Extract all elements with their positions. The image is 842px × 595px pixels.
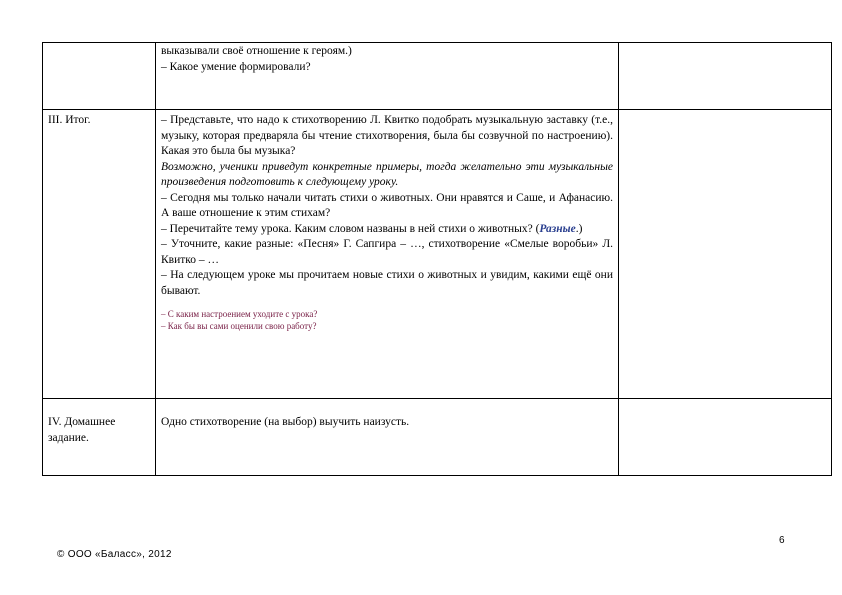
content-cell [156, 110, 619, 399]
content-text: – Перечитайте тему урока. Каким словом названы в ней стихи о животных? [161, 222, 533, 235]
table-row [43, 43, 832, 110]
table-row [43, 110, 832, 399]
teacher-note: Возможно, ученики приведут конкретные примеры, тогда желательно эти музыкальные произведения подготовить к следующему уроку. [161, 160, 613, 188]
content-cell [156, 43, 619, 110]
content-paragraph: – Представьте, что надо к стихотворению Л. Квитко подобрать музыкальную заставку (т.е., музыку, которая предваряла бы чтение стихотворения, была бы созвучной по настроению). Какая это была бы музыка? [161, 114, 613, 157]
notes-cell [619, 43, 832, 110]
stage-cell [43, 43, 156, 110]
lesson-plan-table [42, 42, 832, 476]
stage-cell: IV. Домашнее задание. [43, 399, 156, 476]
notes-cell [619, 110, 832, 399]
reflection-question: – Как бы вы сами оценили свою работу? [161, 321, 317, 331]
copyright-footer: © ООО «Баласс», 2012 [57, 549, 172, 560]
notes-cell [619, 399, 832, 476]
content-line: выказывали своё отношение к героям.) [161, 45, 352, 57]
content-paragraph: – Сегодня мы только начали читать стихи о животных. Они нравятся и Саше, и Афанасию. А ваше отношение к этим стихам? [161, 191, 613, 219]
content-paragraph: – На следующем уроке мы прочитаем новые стихи о животных и увидим, какими ещё они бывают. [161, 269, 613, 297]
content-paragraph [161, 222, 613, 238]
reflection-question: – С каким настроением уходите с урока? [161, 309, 318, 319]
content-text: .) [575, 222, 583, 235]
stage-cell: III. Итог. [43, 110, 156, 399]
content-text: ( [535, 222, 540, 235]
content-cell: Одно стихотворение (на выбор) выучить наизусть. [156, 399, 619, 476]
answer-highlight: Разные [539, 222, 576, 235]
page-number: 6 [779, 535, 785, 546]
content-paragraph: – Уточните, какие разные: «Песня» Г. Сапгира – …, стихотворение «Смелые воробьи» Л. Квитко – … [161, 238, 613, 266]
content-line: – Какое умение формировали? [161, 60, 311, 73]
table-row [43, 399, 832, 476]
